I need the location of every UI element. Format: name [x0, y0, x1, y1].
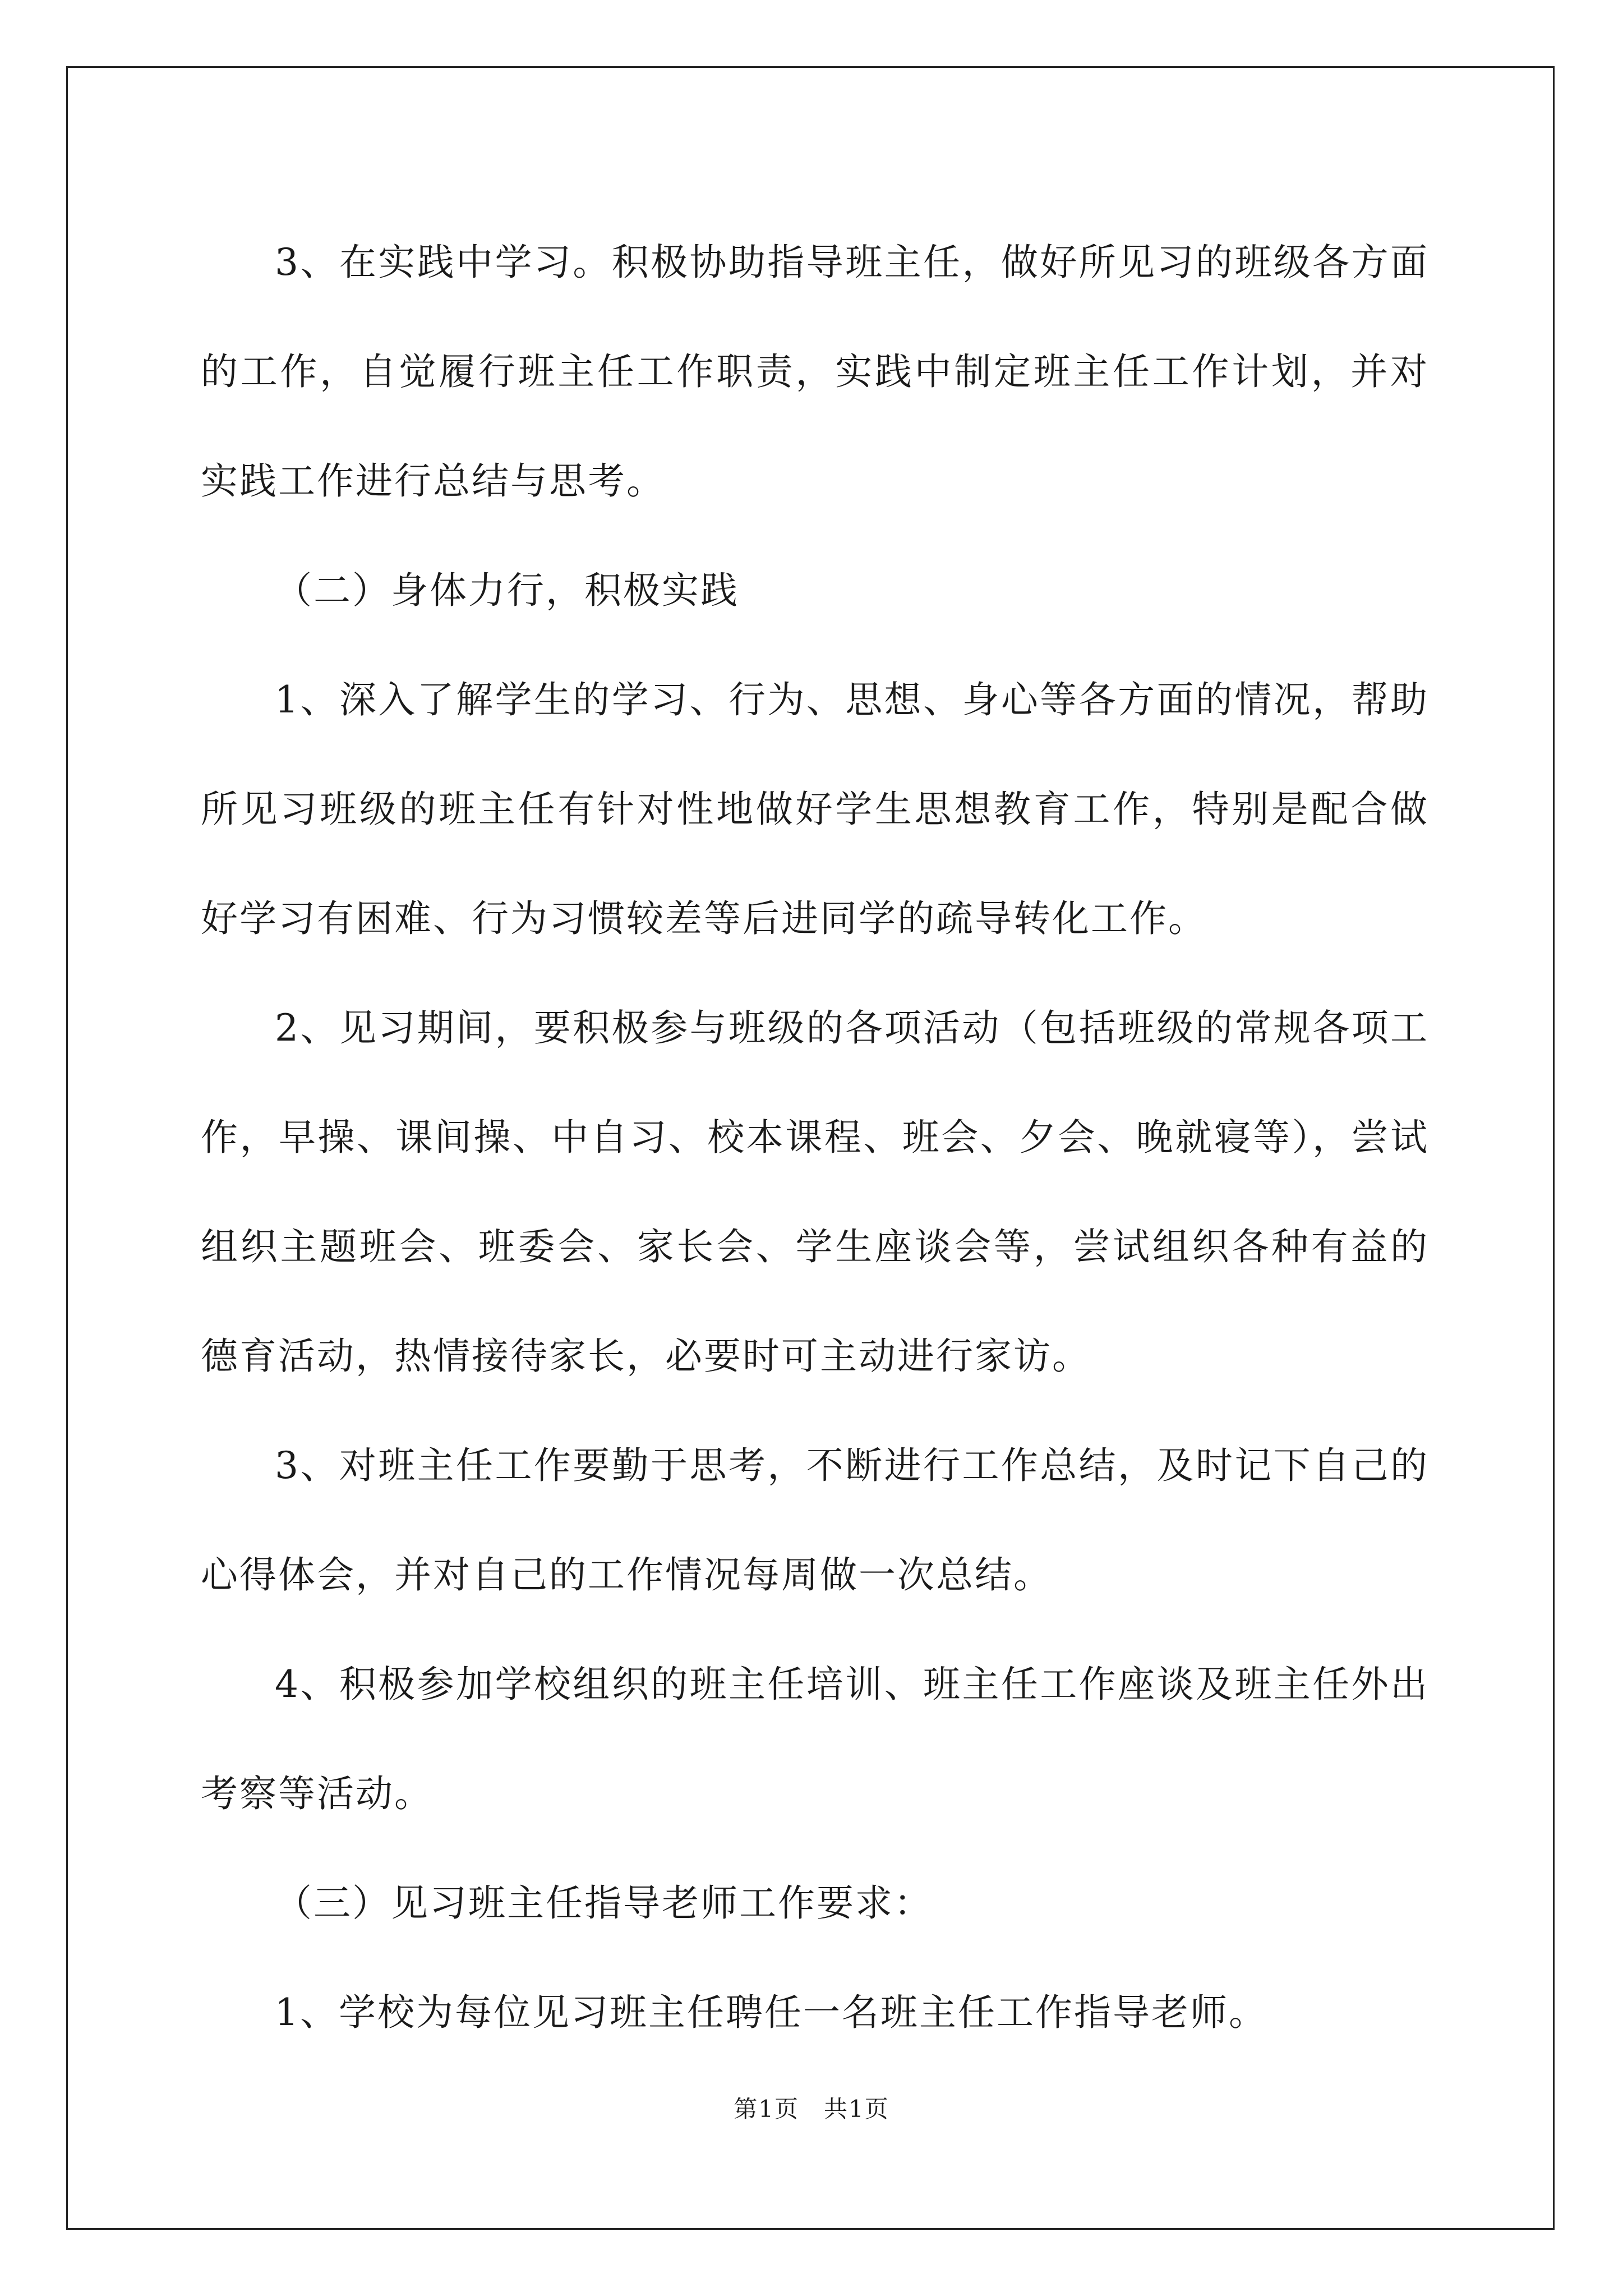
document-body	[201, 208, 1429, 2067]
paragraph-class-activities: 2、见习期间，要积极参与班级的各项活动（包括班级的常规各项工作，早操、课间操、中自习、校本课程、班会、夕会、晚就寝等），尝试组织主题班会、班委会、家长会、学生座谈会等，尝试组织各种有益的德育活动，热情接待家长，必要时可主动进行家访。	[201, 1006, 1429, 1378]
page-number-footer: 第1页 共1页	[734, 2095, 889, 2123]
paragraph-training: 4、积极参加学校组织的班主任培训、班主任工作座谈及班主任外出考察等活动。	[201, 1663, 1429, 1815]
paragraph-mentor: 1、学校为每位见习班主任聘任一名班主任工作指导老师。	[275, 1991, 1267, 2034]
paragraph-reflection: 3、对班主任工作要勤于思考，不断进行工作总结，及时记下自己的心得体会，并对自己的工作情况每周做一次总结。	[201, 1444, 1429, 1596]
paragraph-practice-learning: 3、在实践中学习。积极协助指导班主任，做好所见习的班级各方面的工作，自觉履行班主任工作职责，实践中制定班主任工作计划，并对实践工作进行总结与思考。	[201, 241, 1429, 503]
paragraph-understand-students: 1、深入了解学生的学习、行为、思想、身心等各方面的情况，帮助所见习班级的班主任有针对性地做好学生思想教育工作，特别是配合做好学习有困难、行为习惯较差等后进同学的疏导转化工作。	[201, 678, 1429, 940]
section-heading-3: （三）见习班主任指导老师工作要求：	[275, 1881, 933, 1925]
section-heading-2: （二）身体力行，积极实践	[275, 569, 739, 612]
